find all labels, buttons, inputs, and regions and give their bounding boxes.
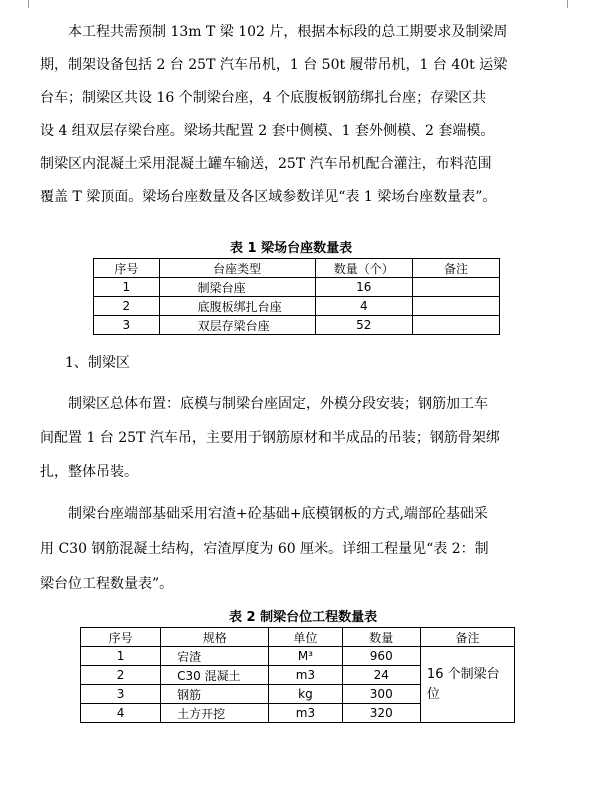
intro-line-5: 制梁区内混凝土采用混凝土罐车输送，25T 汽车吊机配合灌注，布料范围 [40,156,492,172]
table1-cell-type: 底腹板绑扎台座 [159,297,315,316]
table1-cell-qty: 16 [315,278,412,297]
section1-p2-line-3: 梁台位工程数量表”。 [40,576,174,592]
section1-p1-line-3: 扎，整体吊装。 [40,464,138,480]
table2-cell-note: 16 个制梁台位 [420,647,514,723]
table2-header-spec: 规格 [161,628,269,647]
table2-cell-no: 4 [81,704,161,723]
table1-cell-qty: 4 [315,297,412,316]
table1-header-no: 序号 [94,259,160,278]
table2-cell-no: 3 [81,685,161,704]
table1-header-note: 备注 [412,259,499,278]
page-corner-mark-right [567,0,568,8]
section1-p1-line-1: 制梁区总体布置：底模与制梁台座固定，外模分段安装；钢筋加工车 [68,396,488,412]
table1-cell-type: 双层存梁台座 [159,316,315,335]
table1-header-qty: 数量（个） [315,259,412,278]
table2-caption: 表 2 制梁台位工程数量表 [229,610,378,625]
section1-p2-line-2: 用 C30 钢筋混凝土结构，宕渣厚度为 60 厘米。详细工程量见“表 2：制 [40,541,489,557]
intro-line-3: 台车；制梁区共设 16 个制梁台座，4 个底腹板钢筋绑扎台座；存梁区共 [40,90,487,106]
table-row [94,316,500,335]
table2 [80,627,515,723]
table-row [94,297,500,316]
section-heading: 1、制梁区 [65,355,130,371]
intro-line-4: 设 4 组双层存梁台座。梁场共配置 2 套中侧模、1 套外侧模、2 套端模。 [40,123,495,139]
intro-line-6: 覆盖 T 梁顶面。梁场台座数量及各区域参数详见“表 1 梁场台座数量表”。 [40,189,497,205]
table2-cell-spec: C30 混凝土 [161,666,269,685]
table2-cell-unit: kg [269,685,342,704]
table1-header-row [94,259,500,278]
table2-header-no: 序号 [81,628,161,647]
table1 [93,258,500,335]
table1-cell-qty: 52 [315,316,412,335]
table1-cell-note [412,297,499,316]
table2-cell-qty: 24 [342,666,420,685]
table1-cell-no: 3 [94,316,160,335]
table2-cell-no: 2 [81,666,161,685]
table2-header-note: 备注 [420,628,514,647]
table2-header-row [81,628,515,647]
table1-cell-no: 2 [94,297,160,316]
table2-cell-qty: 300 [342,685,420,704]
table2-header-unit: 单位 [269,628,342,647]
intro-line-2: 期，制架设备包括 2 台 25T 汽车吊机，1 台 50t 履带吊机，1 台 40t 运梁 [40,57,508,73]
table-row [94,278,500,297]
table2-cell-unit: M³ [269,647,342,666]
table2-cell-unit: m3 [269,666,342,685]
table-row [81,647,515,666]
table1-cell-type: 制梁台座 [159,278,315,297]
page-corner-mark-left [28,0,29,8]
table1-cell-note [412,278,499,297]
table2-cell-spec: 宕渣 [161,647,269,666]
table2-header-qty: 数量 [342,628,420,647]
table2-cell-no: 1 [81,647,161,666]
table2-cell-unit: m3 [269,704,342,723]
section1-p2-line-1: 制梁台座端部基础采用宕渣+砼基础+底模钢板的方式,端部砼基础采 [68,506,488,522]
table2-cell-spec: 钢筋 [161,685,269,704]
intro-line-1: 本工程共需预制 13m T 梁 102 片，根据本标段的总工期要求及制梁周 [68,24,508,40]
section1-p1-line-2: 间配置 1 台 25T 汽车吊，主要用于钢筋原材和半成品的吊装；钢筋骨架绑 [40,430,500,446]
table2-cell-qty: 960 [342,647,420,666]
table1-cell-no: 1 [94,278,160,297]
table1-header-type: 台座类型 [159,259,315,278]
table1-caption: 表 1 梁场台座数量表 [230,241,353,256]
table2-cell-spec: 土方开挖 [161,704,269,723]
table2-cell-qty: 320 [342,704,420,723]
table1-cell-note [412,316,499,335]
